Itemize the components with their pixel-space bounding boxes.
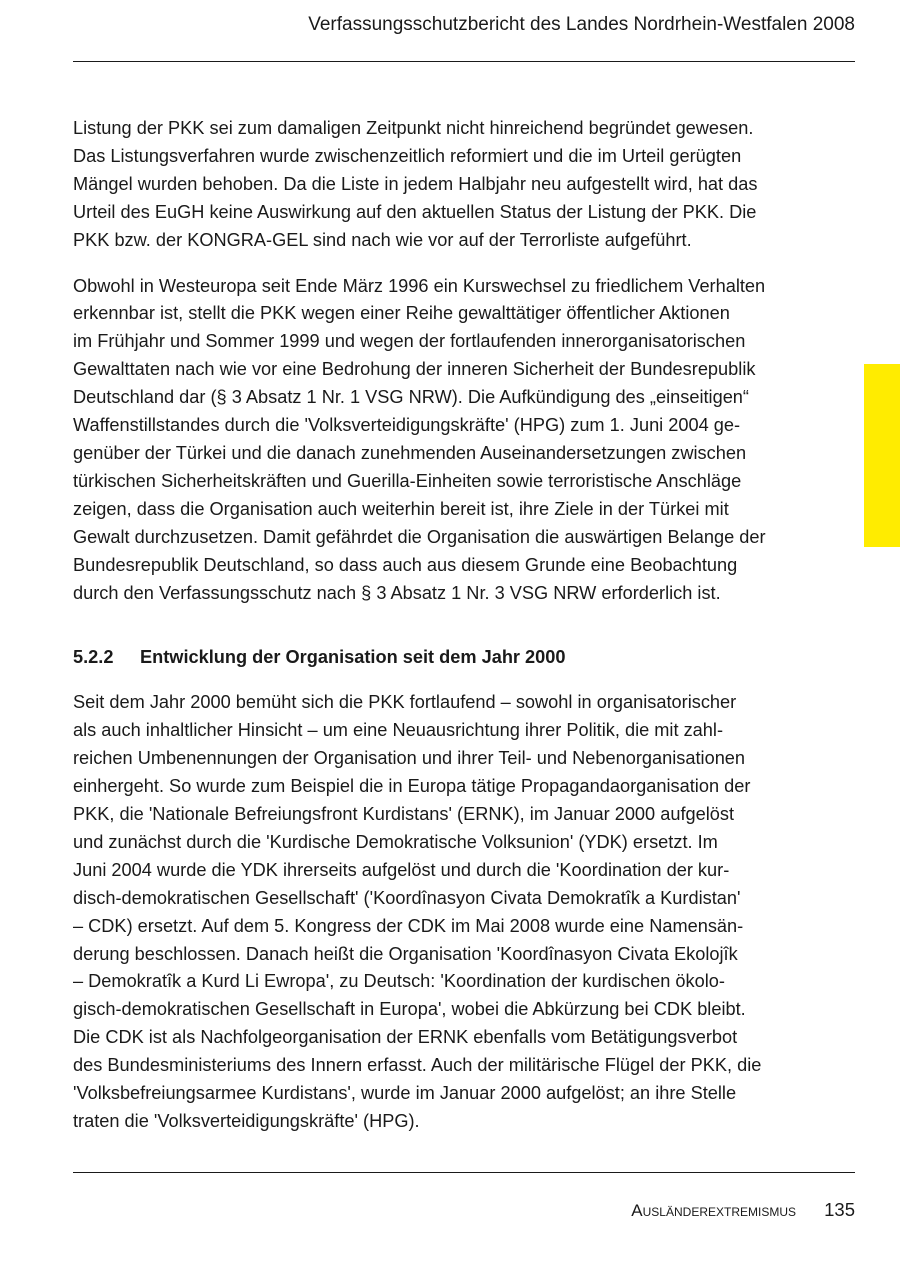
text-line: genüber der Türkei und die danach zunehmenden Auseinandersetzungen zwischen	[73, 442, 747, 463]
text-line: türkischen Sicherheitskräften und Guerilla-Einheiten sowie terroristische Anschläge	[73, 470, 742, 491]
text-line: Deutschland dar (§ 3 Absatz 1 Nr. 1 VSG NRW). Die Aufkündigung des „einseitigen“	[73, 387, 749, 408]
footer-divider	[73, 1172, 855, 1173]
text-line: Obwohl in Westeuropa seit Ende März 1996 ein Kurswechsel zu friedlichem Verhalten	[73, 275, 766, 296]
paragraph-organisation-development	[73, 689, 855, 1136]
footer-section-label: Ausländerextremismus	[631, 1201, 796, 1220]
text-line: Waffenstillstandes durch die 'Volksverteidigungskräfte' (HPG) zum 1. Juni 2004 ge-	[73, 415, 741, 436]
text-line: 'Volksbefreiungsarmee Kurdistans', wurde im Januar 2000 aufgelöst; an ihre Stelle	[73, 1083, 737, 1104]
text-line: Die CDK ist als Nachfolgeorganisation der ERNK ebenfalls vom Betätigungsverbot	[73, 1027, 738, 1048]
text-line: durch den Verfassungsschutz nach § 3 Absatz 1 Nr. 3 VSG NRW erforderlich ist.	[73, 582, 721, 603]
running-header-title: Verfassungsschutzbericht des Landes Nordrhein-Westfalen 2008	[308, 14, 855, 35]
text-line: – CDK) ersetzt. Auf dem 5. Kongress der CDK im Mai 2008 wurde eine Namensän-	[73, 915, 744, 936]
text-line: Urteil des EuGH keine Auswirkung auf den aktuellen Status der Listung der PKK. Die	[73, 201, 757, 222]
chapter-thumb-marker	[864, 364, 900, 547]
header-divider	[73, 61, 855, 62]
text-line: Listung der PKK sei zum damaligen Zeitpunkt nicht hinreichend begründet gewesen.	[73, 118, 754, 138]
text-line: reichen Umbenennungen der Organisation und ihrer Teil- und Nebenorganisationen	[73, 748, 746, 769]
text-line: derung beschlossen. Danach heißt die Organisation 'Koordînasyon Civata Ekolojîk	[73, 943, 738, 964]
text-line: PKK, die 'Nationale Befreiungsfront Kurdistans' (ERNK), im Januar 2000 aufgelöst	[73, 804, 735, 825]
text-line: Das Listungsverfahren wurde zwischenzeitlich reformiert und die im Urteil gerügten	[73, 145, 742, 166]
page-number: 135	[824, 1199, 855, 1220]
text-line: gisch-demokratischen Gesellschaft in Europa', wobei die Abkürzung bei CDK bleibt.	[73, 999, 746, 1020]
text-line: – Demokratîk a Kurd Li Ewropa', zu Deutsch: 'Koordination der kurdischen ökolo-	[73, 971, 725, 992]
section-number: 5.2.2	[73, 647, 114, 668]
text-line: erkennbar ist, stellt die PKK wegen einer Reihe gewalttätiger öffentlicher Aktionen	[73, 303, 730, 324]
text-line: zeigen, dass die Organisation auch weiterhin bereit ist, ihre Ziele in der Türkei mit	[73, 498, 729, 519]
section-heading	[73, 643, 855, 671]
page-body	[73, 115, 855, 1136]
section-title: Entwicklung der Organisation seit dem Jahr 2000	[140, 647, 566, 668]
text-line: einhergeht. So wurde zum Beispiel die in Europa tätige Propagandaorganisation der	[73, 776, 751, 797]
text-line: und zunächst durch die 'Kurdische Demokratische Volksunion' (YDK) ersetzt. Im	[73, 831, 718, 852]
text-line: Bundesrepublik Deutschland, so dass auch aus diesem Grunde eine Beobachtung	[73, 554, 738, 575]
text-line: traten die 'Volksverteidigungskräfte' (HPG).	[73, 1111, 420, 1131]
text-line: Gewalt durchzusetzen. Damit gefährdet die Organisation die auswärtigen Belange der	[73, 526, 766, 547]
text-line: PKK bzw. der KONGRA-GEL sind nach wie vor auf der Terrorliste aufgeführt.	[73, 229, 692, 250]
text-line: im Frühjahr und Sommer 1999 und wegen der fortlaufenden innerorganisatorischen	[73, 331, 746, 352]
text-line: als auch inhaltlicher Hinsicht – um eine Neuausrichtung ihrer Politik, die mit zahl-	[73, 720, 723, 741]
text-line: Seit dem Jahr 2000 bemüht sich die PKK fortlaufend – sowohl in organisatorischer	[73, 692, 737, 713]
text-line: des Bundesministeriums des Innern erfasst. Auch der militärische Flügel der PKK, die	[73, 1055, 762, 1076]
text-line: Juni 2004 wurde die YDK ihrerseits aufgelöst und durch die 'Koordination der kur-	[73, 859, 730, 880]
text-line: Mängel wurden behoben. Da die Liste in jedem Halbjahr neu aufgestellt wird, hat das	[73, 173, 758, 194]
paragraph-listing	[73, 115, 855, 255]
text-line: disch-demokratischen Gesellschaft' ('Koordînasyon Civata Demokratîk a Kurdistan'	[73, 887, 741, 908]
text-line: Gewalttaten nach wie vor eine Bedrohung der inneren Sicherheit der Bundesrepublik	[73, 359, 756, 380]
paragraph-threat-assessment	[73, 273, 855, 608]
